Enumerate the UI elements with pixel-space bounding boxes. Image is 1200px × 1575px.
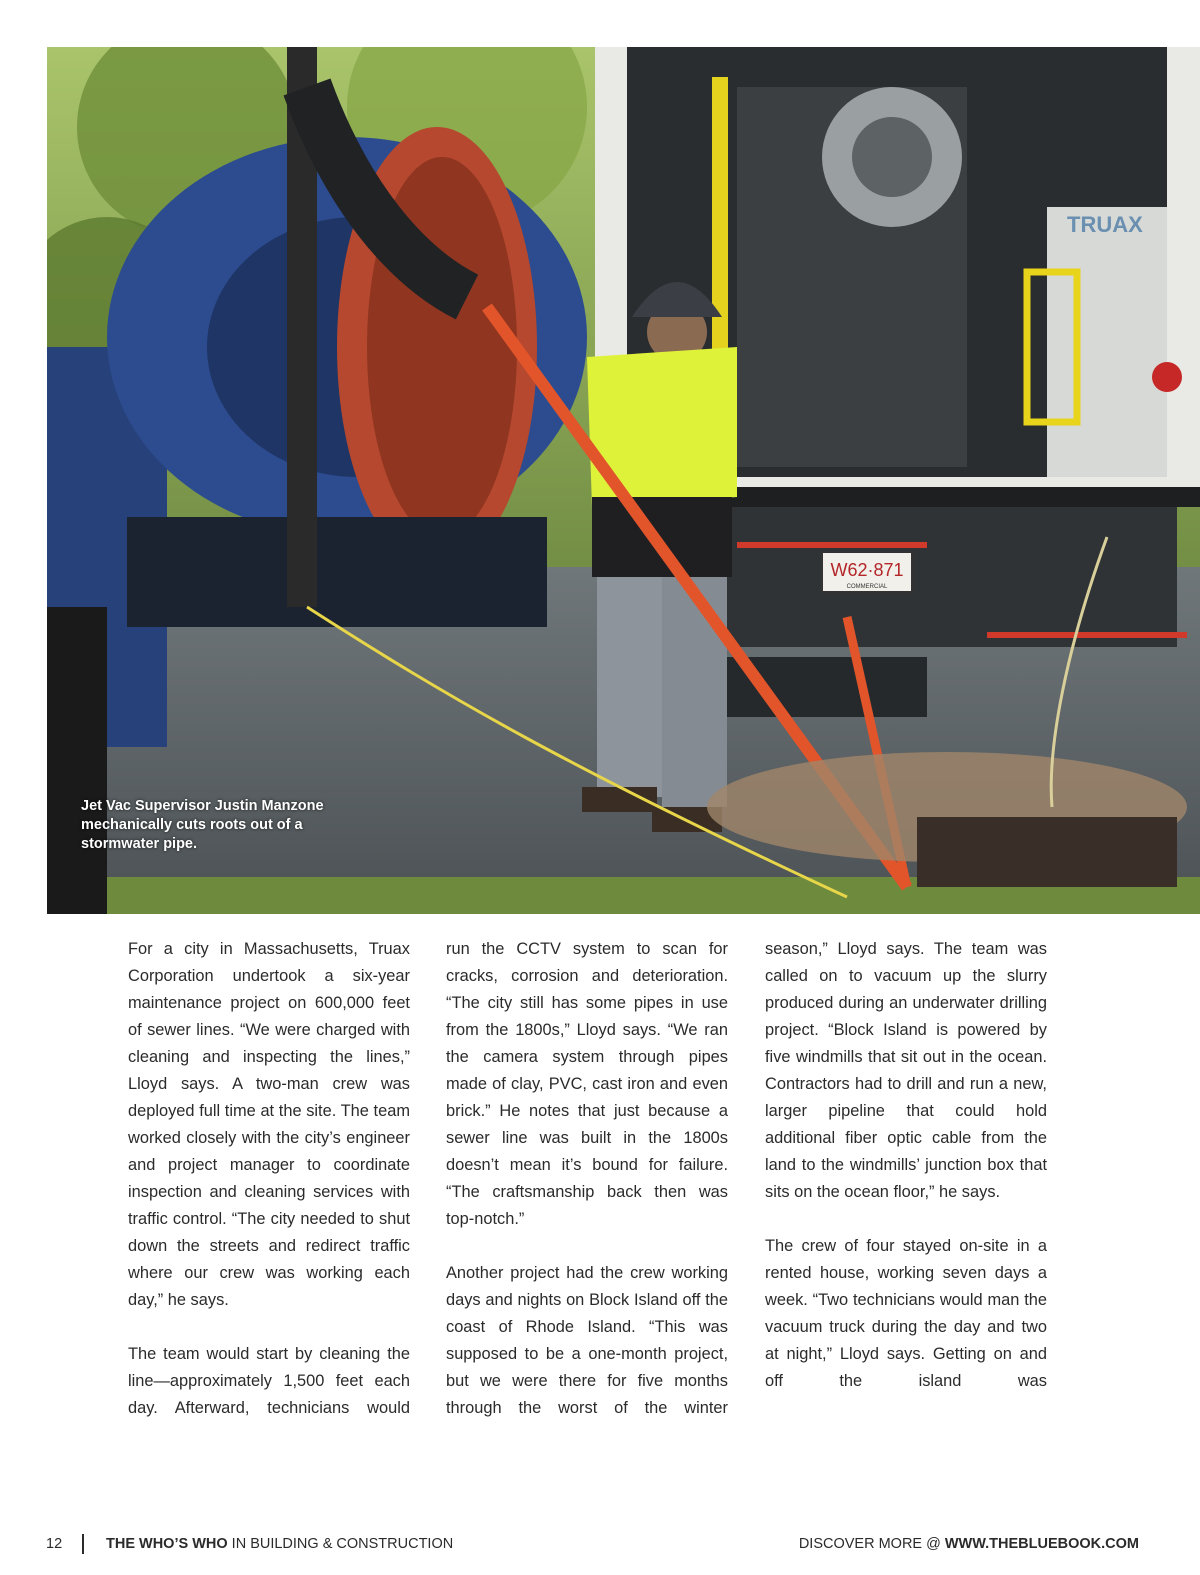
paragraph: For a city in Massachusetts, Truax Corporation undertook a six-year maintenance project on 600,000 feet of sewer lines. “We were charged with cleaning and inspecting the lines,” Lloyd says. A two-man crew was deployed full time at the site. The team worked closely with the city’s engineer and project manager to coordinate inspection and cleaning services with traffic control. “The city needed to shut down the streets and redirect traffic where our crew was working each day,” he says. <box>128 940 410 1309</box>
paragraph: The crew of four stayed on-site in a rented house, working seven days a week. “Two technicians would man the vacuum truck during the day and two at night,” Lloyd says. Getting on and off the island was <box>765 1237 1047 1390</box>
footer-divider <box>82 1534 84 1554</box>
article-column-2 <box>446 936 728 1422</box>
paragraph: Another project had the crew working days and nights on Block Island off the coast of Rhode Island. “This was supposed to be a one-month project, but we were there for five months through the worst of the winter <box>446 1264 728 1417</box>
page-footer <box>0 1534 1200 1556</box>
website-link[interactable]: WWW.THEBLUEBOOK.COM <box>944 1536 1139 1552</box>
magazine-title <box>106 1536 453 1552</box>
article-column-3 <box>765 936 1047 1395</box>
magazine-title-bold: THE WHO’S WHO <box>106 1536 228 1552</box>
discover-prefix: DISCOVER MORE @ <box>798 1536 945 1552</box>
magazine-title-rest: IN BUILDING & CONSTRUCTION <box>227 1536 454 1552</box>
photo-caption: Jet Vac Supervisor Justin Manzone mechanically cuts roots out of a stormwater pipe. <box>81 798 324 852</box>
article-column-1 <box>128 936 410 1422</box>
truck-brand: TRUAX <box>1067 212 1143 237</box>
paragraph: season,” Lloyd says. The team was called on to vacuum up the slurry produced during an underwater drilling project. “Block Island is powered by five windmills that sit out in the ocean. Contractors had to drill and run a new, larger pipeline that could hold additional fiber optic cable from the land to the windmills’ junction box that sits on the ocean floor,” he says. <box>765 940 1047 1201</box>
license-plate-sub: COMMERCIAL <box>846 584 888 590</box>
worker-with-jet-vac-truck-photo-icon <box>47 47 1200 914</box>
discover-more <box>799 1536 1139 1552</box>
hero-photo <box>47 47 1200 914</box>
paragraph: run the CCTV system to scan for cracks, corrosion and deterioration. “The city still has some pipes in use from the 1800s,” Lloyd says. “We ran the camera system through pipes made of clay, PVC, cast iron and even brick.” He notes that just because a sewer line was built in the 1800s doesn’t mean it’s bound for failure. “The craftsmanship back then was top-notch.” <box>446 940 728 1228</box>
page-number: 12 <box>46 1536 63 1552</box>
license-plate: W62·871 <box>830 560 904 580</box>
paragraph: The team would start by cleaning the line—approximately 1,500 feet each day. Afterward, technicians would <box>128 1345 410 1417</box>
